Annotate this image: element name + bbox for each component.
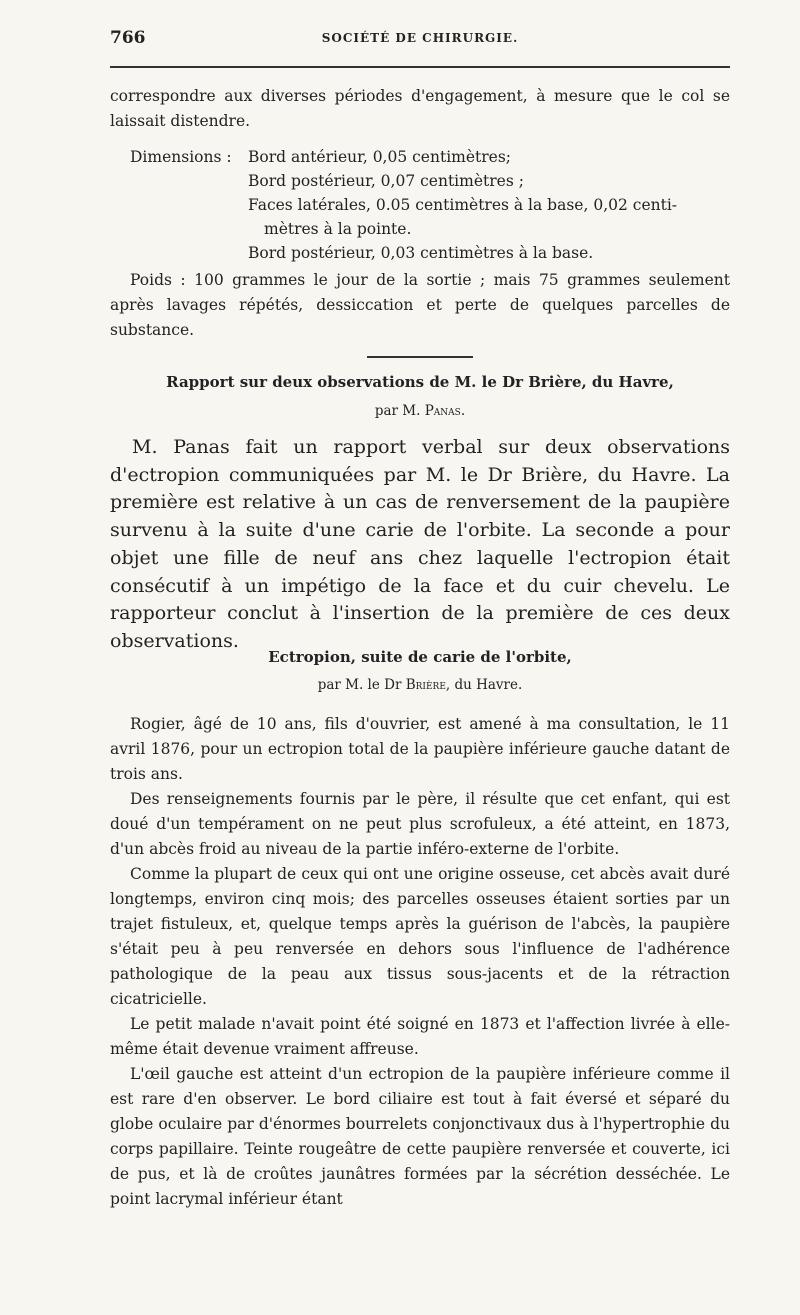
running-head: SOCIÉTÉ DE CHIRURGIE. xyxy=(321,31,519,45)
dimensions-row xyxy=(130,217,730,241)
byline-suffix: . xyxy=(460,403,466,419)
dimensions-row xyxy=(130,169,730,193)
ectropion-paragraph: Le petit malade n'avait point été soigné en 1873 et l'affection livrée à elle-même était devenue vraiment affreuse. xyxy=(110,1015,730,1058)
rapport-title: Rapport sur deux observations de M. le Dr Brière, du Havre, xyxy=(166,373,674,391)
byline-prefix: par M. xyxy=(374,403,425,419)
byline-prefix: par M. le Dr xyxy=(317,677,406,693)
dimension-item: Faces latérales, 0.05 centimètres à la base, 0,02 centi- xyxy=(248,196,678,214)
dimension-item: Bord antérieur, 0,05 centimètres; xyxy=(248,148,512,166)
byline-author: Brière xyxy=(405,677,446,693)
ectropion-paragraph: Rogier, âgé de 10 ans, fils d'ouvrier, est amené à ma consultation, le 11 avril 1876, pour un ectropion total de la paupière inférieure gauche datant de trois ans. xyxy=(110,715,730,783)
rapport-paragraph: M. Panas fait un rapport verbal sur deux observations d'ectropion communiquées par M. le Dr Brière, du Havre. La première est relative à un cas de renversement de la paupière survenu à la suite d'une carie de l'orbite. La seconde a pour objet une fille de neuf ans chez laquelle l'ectropion était consécutif à un impétigo de la face et du cuir chevelu. Le rapporteur conclut à l'insertion de la première de ces deux observations. xyxy=(110,436,730,652)
byline-author: Panas xyxy=(424,403,461,419)
dimensions-row xyxy=(130,145,730,169)
dimensions-label: Dimensions : xyxy=(130,148,232,166)
rapport-byline xyxy=(110,403,730,419)
ectropion-paragraph: L'œil gauche est atteint d'un ectropion de la paupière inférieure comme il est rare d'en observer. Le bord ciliaire est tout à fait éversé et séparé du globe oculaire par d'énormes bourrelets conjonctivaux dus à l'hypertrophie du corps papillaire. Teinte rougeâtre de cette paupière renversée et couverte, ici de pus, et là de croûtes jaunâtres formées par la sécrétion desséchée. Le point lacrymal inférieur étant xyxy=(110,1065,730,1208)
ectropion-body-block xyxy=(110,712,730,1212)
ectropion-byline xyxy=(110,677,730,693)
dimensions-list xyxy=(130,145,730,265)
dimension-item: Bord postérieur, 0,03 centimètres à la base. xyxy=(248,244,594,262)
rapport-body-block xyxy=(110,434,730,656)
byline-suffix: , du Havre. xyxy=(445,677,523,693)
header-rule xyxy=(110,66,730,68)
dimension-item: mètres à la pointe. xyxy=(264,220,412,238)
page-number: 766 xyxy=(110,28,146,48)
ectropion-paragraph: Comme la plupart de ceux qui ont une origine osseuse, cet abcès avait duré longtemps, environ cinq mois; des parcelles osseuses étaient sorties par un trajet fistuleux, et, quelque temps après la guérison de l'abcès, la paupière s'était peu à peu renversée en dehors sous l'influence de l'adhérence pathologique de la peau aux tissus sous-jacents et de la rétraction cicatricielle. xyxy=(110,865,730,1008)
intro-block xyxy=(110,84,730,134)
ectropion-paragraph: Des renseignements fournis par le père, il résulte que cet enfant, qui est doué d'un tempérament on ne peut plus scrofuleux, a été atteint, en 1873, d'un abcès froid au niveau de la partie inféro-externe de l'orbite. xyxy=(110,790,730,858)
weight-paragraph: Poids : 100 grammes le jour de la sortie ; mais 75 grammes seulement après lavages répétés, dessiccation et perte de quelques parcelles de substance. xyxy=(110,271,730,339)
dimensions-row xyxy=(130,241,730,265)
dimensions-row xyxy=(130,193,730,217)
weight-block xyxy=(110,268,730,343)
intro-paragraph: correspondre aux diverses périodes d'engagement, à mesure que le col se laissait distendre. xyxy=(110,87,730,130)
dimension-item: Bord postérieur, 0,07 centimètres ; xyxy=(248,172,524,190)
section-divider xyxy=(367,356,473,358)
page-header xyxy=(110,28,730,54)
ectropion-title: Ectropion, suite de carie de l'orbite, xyxy=(268,648,572,666)
